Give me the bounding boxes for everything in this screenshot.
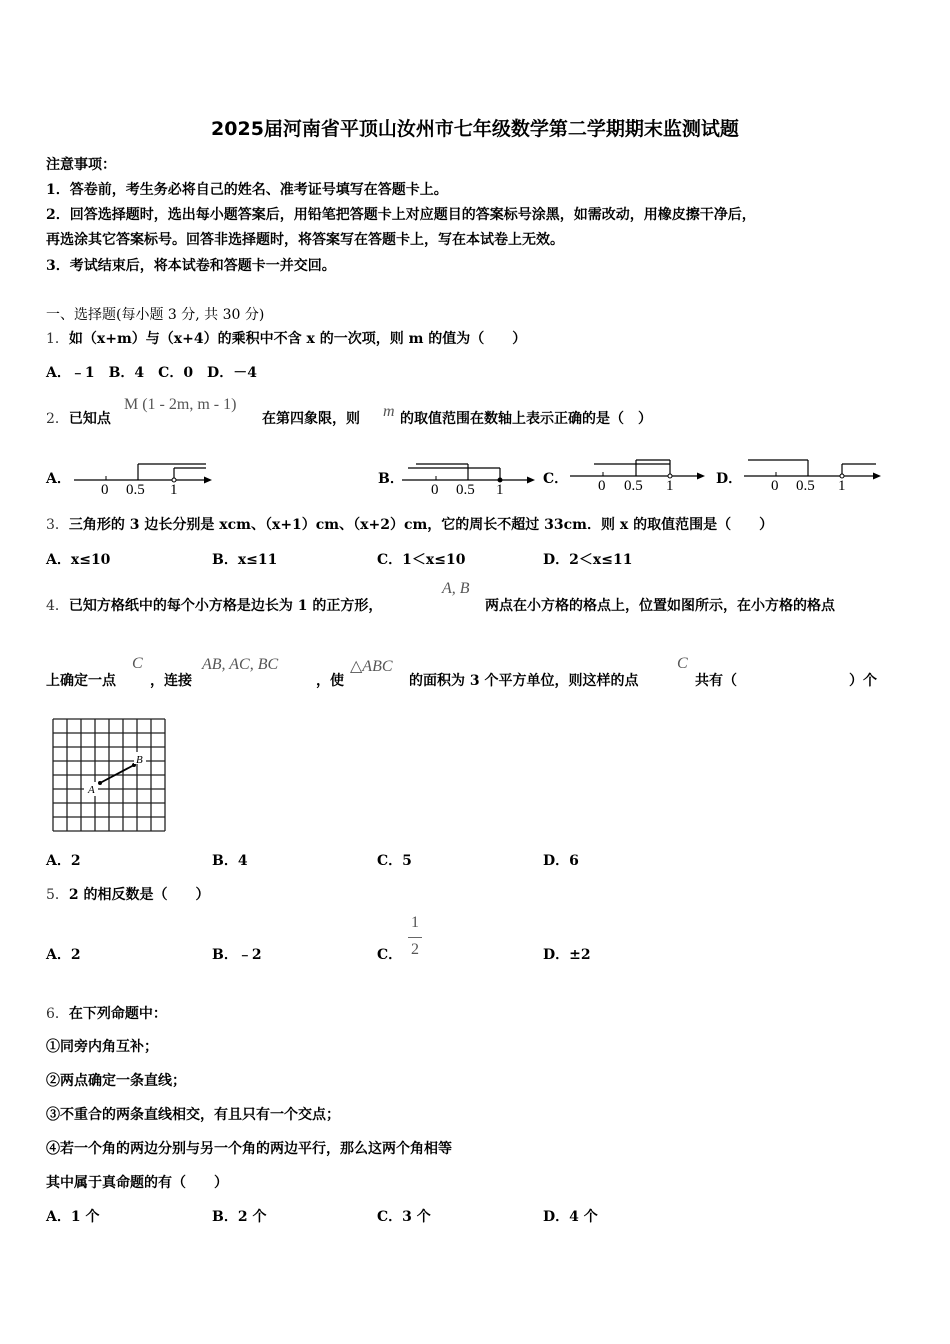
option: A．1 个: [46, 1209, 100, 1225]
option: B．4: [212, 853, 248, 869]
question-text: 两点在小方格的格点上，位置如图所示，在小方格的格点: [485, 598, 835, 614]
option: D．4 个: [543, 1209, 598, 1225]
math-variable: C: [677, 655, 688, 672]
tick-label: 1: [496, 482, 504, 498]
tick-label: 0.5: [456, 482, 475, 498]
point-a-label: A: [88, 784, 95, 796]
notice-item: 3．考试结束后，将本试卷和答题卡一并交回。: [46, 258, 336, 274]
page-title: 2025届河南省平顶山汝州市七年级数学第二学期期末监测试题: [211, 118, 739, 140]
tick-label: 1: [666, 478, 674, 494]
option: B．2 个: [212, 1209, 267, 1225]
math-points: A, B: [442, 580, 470, 597]
option: C．5: [377, 853, 412, 869]
question-text: 已知点: [68, 411, 111, 427]
option: D．6: [543, 853, 579, 869]
question-number: 4．: [46, 598, 69, 614]
question-number: 3．: [46, 517, 69, 533]
number-line-b: [398, 458, 538, 498]
option: C．3 个: [377, 1209, 431, 1225]
fraction-numerator: 1: [411, 914, 419, 931]
fraction-denominator: 2: [411, 941, 419, 958]
question-text: 在下列命题中：: [68, 1006, 167, 1022]
question-text: 共有（ ）个: [695, 673, 877, 689]
question-2: [46, 408, 111, 428]
tick-label: 0.5: [126, 482, 145, 498]
question-number: 6．: [46, 1006, 69, 1022]
tick-label: 1: [838, 478, 846, 494]
number-line-c: [566, 456, 711, 496]
tick-label: 0: [101, 482, 109, 498]
question-1-options: A．﹣1 B．4 C．0 D．－4: [46, 365, 257, 381]
option-label: B．: [378, 471, 404, 487]
math-variable: m: [383, 403, 395, 420]
question-text: 上确定一点: [46, 673, 116, 689]
question-text: 已知方格纸中的每个小方格是边长为 1 的正方形，: [68, 598, 383, 614]
option-label: A．: [46, 471, 71, 487]
number-line-a: [70, 458, 215, 498]
option: B．﹣2: [212, 947, 262, 963]
section-heading: 一、选择题(每小题 3 分, 共 30 分): [46, 307, 265, 323]
notice-item: 再选涂其它答案标号。回答非选择题时，将答案写在答题卡上，写在本试卷上无效。: [46, 232, 564, 248]
option: C．: [377, 947, 403, 963]
question-3: [46, 514, 773, 534]
question-text: 的面积为 3 个平方单位，则这样的点: [409, 673, 639, 689]
tick-label: 0.5: [796, 478, 815, 494]
segment-ab: [100, 765, 134, 783]
proposition: ②两点确定一条直线；: [46, 1073, 186, 1089]
question-1: [46, 328, 526, 348]
proposition: ①同旁内角互补；: [46, 1039, 158, 1055]
option: D．±2: [543, 947, 591, 963]
option: A．2: [46, 853, 81, 869]
option: A．x≤10: [46, 552, 111, 568]
tick-label: 0: [771, 478, 779, 494]
tick-label: 0: [598, 478, 606, 494]
grid-figure: [50, 716, 168, 834]
math-variable: C: [132, 655, 143, 672]
option: D．2＜x≤11: [543, 552, 633, 568]
question-text: 其中属于真命题的有（ ）: [46, 1175, 228, 1191]
notice-item: 1．答卷前，考生务必将自己的姓名、准考证号填写在答题卡上。: [46, 182, 448, 198]
tick-label: 0.5: [624, 478, 643, 494]
question-text: 在第四象限，则: [262, 411, 360, 427]
question-number: 1．: [46, 331, 69, 347]
math-triangle: △ABC: [350, 658, 393, 675]
question-text: ，连接: [150, 673, 192, 689]
question-text: 三角形的 3 边长分别是 xcm、（x+1）cm、（x+2）cm，它的周长不超过 33cm．则 x 的取值范围是（ ）: [68, 517, 774, 533]
question-5: [46, 884, 210, 904]
tick-label: 1: [170, 482, 178, 498]
proposition: ④若一个角的两边分别与另一个角的两边平行，那么这两个角相等: [46, 1141, 452, 1157]
option: B．x≤11: [212, 552, 278, 568]
option: A．2: [46, 947, 81, 963]
notice-heading: 注意事项：: [46, 157, 116, 173]
question-text: 的取值范围在数轴上表示正确的是（ ）: [400, 411, 652, 427]
question-number: 5．: [46, 887, 69, 903]
question-4: [46, 595, 382, 615]
proposition: ③不重合的两条直线相交，有且只有一个交点；: [46, 1107, 340, 1123]
fraction-bar: [408, 937, 422, 938]
option-label: D．: [716, 471, 743, 487]
number-line-d: [740, 456, 885, 496]
question-number: 2．: [46, 411, 69, 427]
point-a: [98, 781, 102, 785]
question-text: 如（x+m）与（x+4）的乘积中不含 x 的一次项，则 m 的值为（ ）: [68, 331, 527, 347]
math-segments: AB, AC, BC: [202, 656, 279, 673]
question-text: ，使: [316, 673, 344, 689]
point-m-formula: M (1 - 2m, m - 1): [124, 396, 237, 413]
point-b-label: B: [136, 754, 143, 766]
tick-label: 0: [431, 482, 439, 498]
question-6: [46, 1003, 167, 1023]
option-label: C．: [543, 471, 569, 487]
notice-item: 2．回答选择题时，选出每小题答案后，用铅笔把答题卡上对应题目的答案标号涂黑，如需改动，用橡皮擦干净后，: [46, 207, 756, 223]
question-text: 2 的相反数是（ ）: [68, 887, 210, 903]
option: C．1＜x≤10: [377, 552, 466, 568]
